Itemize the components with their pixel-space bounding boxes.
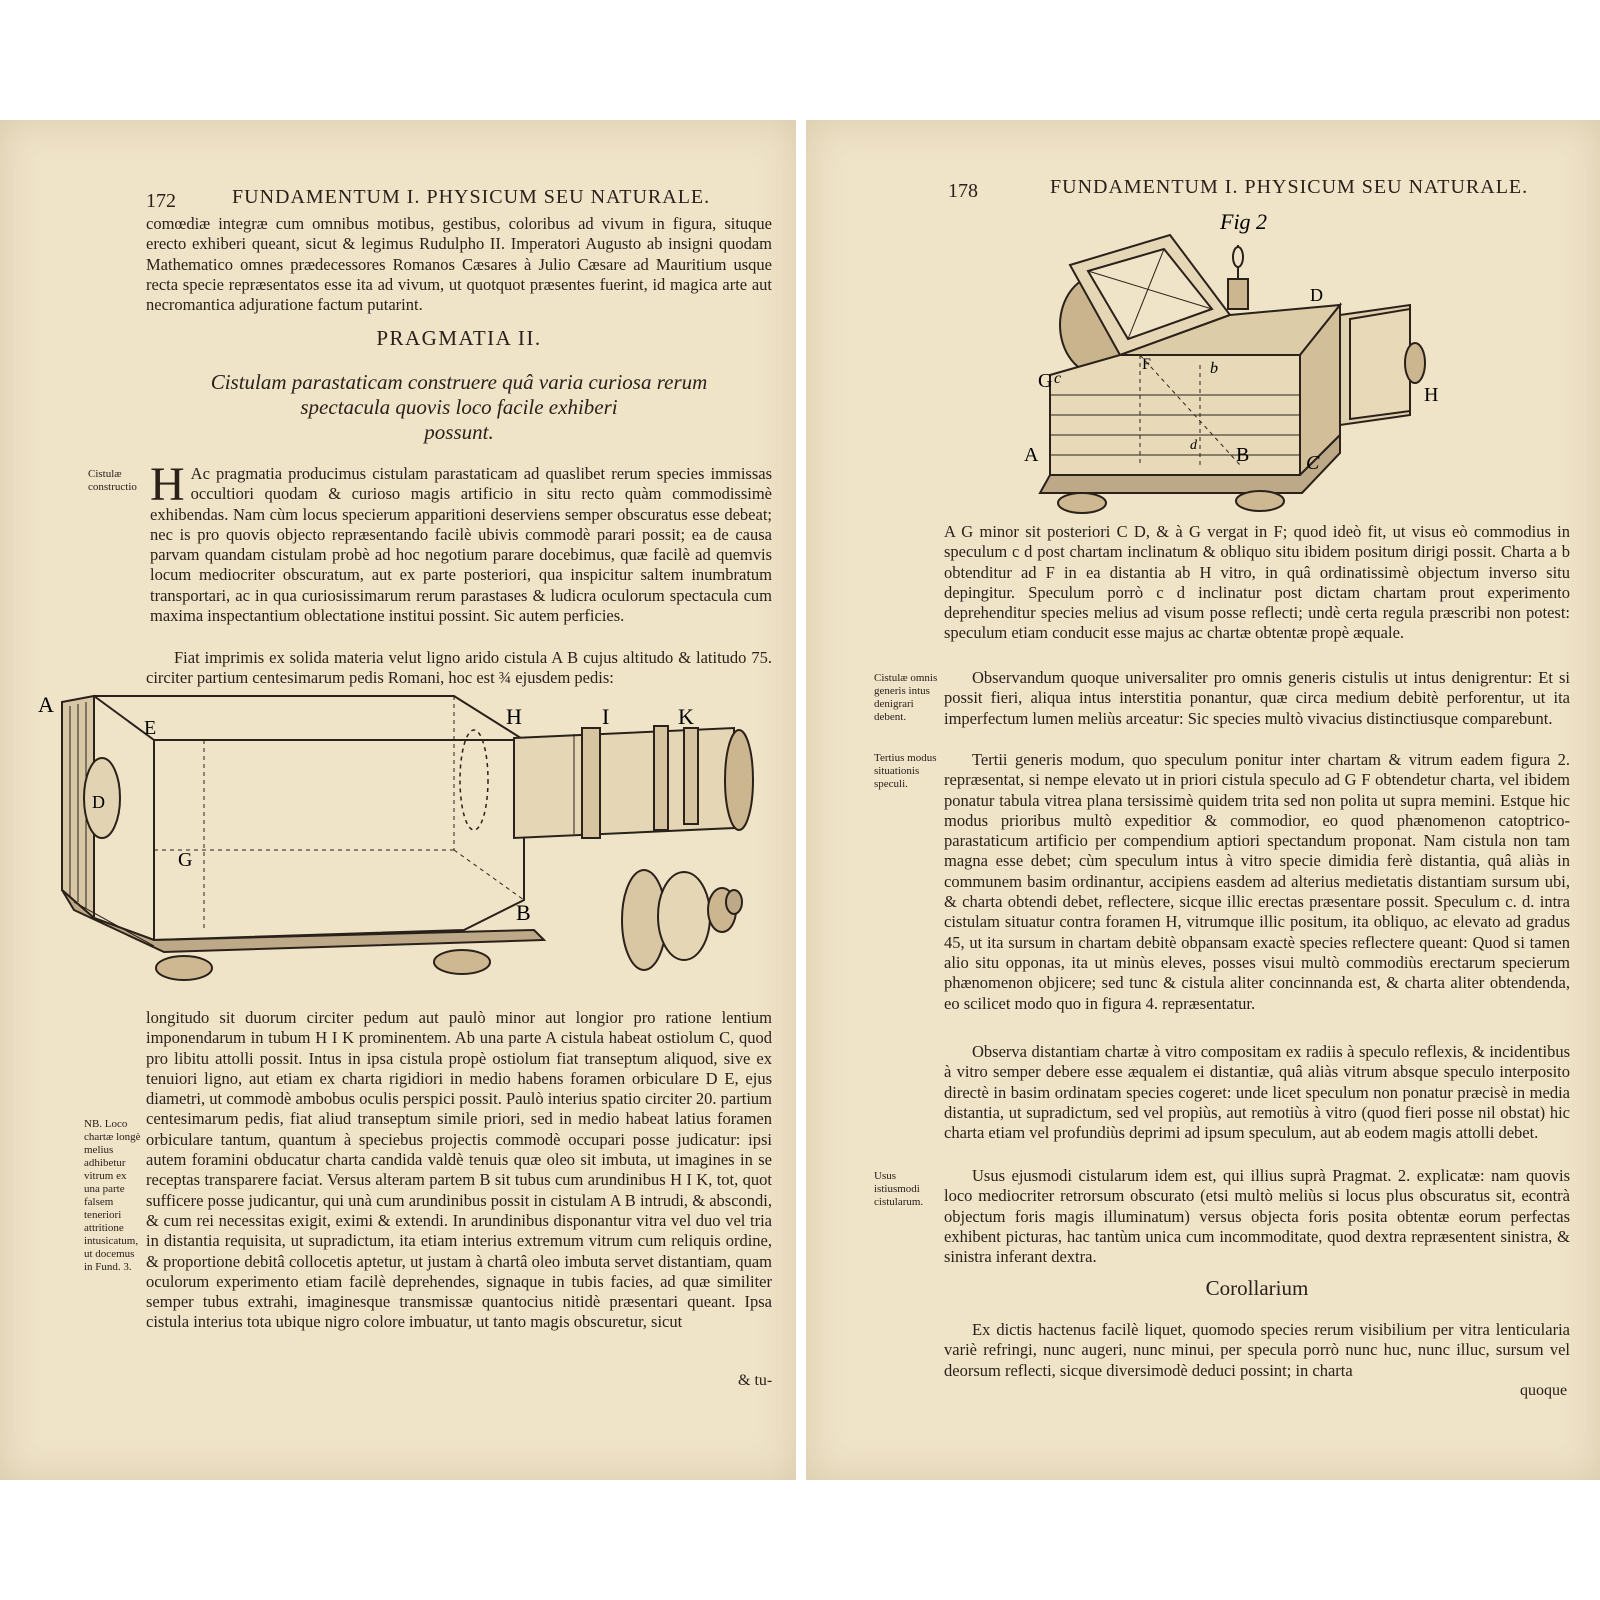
right-paragraph-2: Observandum quoque universaliter pro omnis generis cistulis ut intus denigrentur: Et si possit fieri, aliqua intus interstitia ponantur, quæ circa medium debitè perforentur, ut ita imperfectum lumen meliùs arceatur: Sic species multò vivacius distinctiusque comparebunt. (944, 668, 1570, 728)
corollarium-heading: Corollarium (1205, 1276, 1309, 1300)
section-title-line: spectacula quovis loco facile exhiberi (300, 395, 618, 419)
margin-note-nb: NB. Loco chartæ longè melius adhibetur vitrum ex una parte falsem teneriori attritione intusicatum, ut docemus in Fund. 3. (84, 1118, 141, 1273)
section-heading-pragmatia: PRAGMATIA II. (376, 326, 542, 350)
right-paragraph-3: Tertii generis modum, quo speculum ponitur inter chartam & vitrum eadem figura 2. repræsentat, si nempe elevato ut in priori cistula speculo ad G F obtendetur charta, vel ibidem ponatur tabula vitrea plana tersissimè quidem trita sed non polita ut supra memini. Estque hic modus prioribus multò expeditior & commodior, eo quod phænomenon catoptrico-parastaticum artificio per compendium aptiori spectandum proponat. Nam cistula non tam magna esse debet; cùm speculum intus à vitro specie dimidia ferè distantia, quâ aliàs in communem basim ordinantur, accipiens easdem ad alterius medietatis distantiam sursum ubi, & charta obtendi debet, reflectere, sicque illic erectas præsentare possit. Speculum c. d. intra cistulam situatur contra foramen H, vitrumque illic positum, ita obliquo, ac elevato ad gradus 45, ut ita sursum in chartam debitè obpansam exactè species reflectere queant: Quod si tamen alio situ opponas, ita ut minùs eleves, posses visui multò commodiùs erectarum specierum phænomenon objicere; sed tunc & cistula aliter concinnanda est, & charta aliter obtendenda, eo scilicet modo quo in figura 4. repræsentatur. (944, 750, 1570, 1013)
margin-note-usus: Usus istiusmodi cistularum. (874, 1170, 924, 1208)
left-paragraph-1 (150, 458, 772, 626)
figure-label-H: H (506, 704, 522, 729)
right-paragraph-1: A G minor sit posteriori C D, & à G vergat in F; quod ideò fit, ut visus eò commodius in speculum c d post chartam inclinatum & obliquo situ ibidem positum dirigi possit. Charta a b obtenditur ad F in ea distantia ab H vitro, in quâ ordinatissimè objectum inverso situ depingitur. Speculum porrò c d inclinatur post dictam chartam prout experimento deprehenditur species melius ad visum posse reflecti; undè certa regula præscribi non potest: speculum etiam conducit esse majus ac chartæ obtentæ propè æquale. (944, 522, 1570, 643)
figure-2-label-G: G (1038, 370, 1053, 392)
cistula-figure-2 (1024, 205, 1480, 515)
left-page-number: 172 (146, 190, 176, 212)
figure-2-label-D: D (1310, 285, 1323, 305)
right-running-head: FUNDAMENTUM I. PHYSICUM SEU NATURALE. (1050, 176, 1529, 198)
margin-note-tertius-modus: Tertius modus situationis speculi. (874, 752, 937, 790)
dropcap-letter: H (150, 458, 185, 511)
section-title-line: possunt. (424, 420, 494, 444)
figure-2-label-C: C (1306, 452, 1320, 474)
figure-label-E: E (144, 717, 157, 739)
figure-label-D: D (92, 792, 105, 812)
left-paragraph-2: Fiat imprimis ex solida materia velut ligno arido cistula A B cujus altitudo & latitudo 75. circiter partium centesimarum pedis Romani, hoc est ¾ ejusdem pedis: (146, 648, 772, 688)
margin-note-denigrari: Cistulæ omnis generis intus denigrari debent. (874, 672, 938, 723)
figure-label-G: G (178, 849, 193, 871)
right-catchword: quoque (1520, 1382, 1568, 1399)
figure-2-label-b: b (1210, 360, 1218, 377)
figure-2-label-c: c (1054, 370, 1062, 387)
left-catchword: & tu- (738, 1372, 773, 1389)
margin-note-constructio: Cistulæ constructio (88, 468, 137, 493)
figure-2-label-F: F (1142, 356, 1151, 373)
right-paragraph-6: Ex dictis hactenus facilè liquet, quomodo species rerum visibilium per vitra lenticularia variè refringi, nunc augeri, nunc minui, per specula porrò nunc huc, nunc illuc, sursum vel deorsum reflecti, sicque diversimodè deduci possint; in charta (944, 1320, 1570, 1380)
figure-caption: Fig 2 (1220, 209, 1268, 234)
figure-label-B: B (516, 900, 531, 925)
figure-2-label-H: H (1424, 384, 1439, 406)
section-title-line: Cistulam parastaticam construere quâ varia curiosa rerum (210, 370, 708, 394)
left-intro-paragraph: comœdiæ integræ cum omnibus motibus, gestibus, coloribus ad vivum in figura, situque erecto exhiberi queant, sicut & legimus Rudulpho II. Imperatori Augusto ab insigni quodam Mathematico omnes prædecessores Romanos Cæsares à Julio Cæsare ad Mauritium usque recta specie repræsentatos esse ita ad vivum, ut quotquot præsentes fuerint, id magica arte aut necromantica adjuratione factum putarint. (146, 214, 772, 315)
right-page-number: 178 (948, 180, 978, 202)
right-paragraph-5: Usus ejusmodi cistularum idem est, qui illius suprà Pragmat. 2. explicatæ: nam quovis loco mediocriter retrorsum obscurato (etsi multò meliùs si locus plus obscuratus sit, econtrà objectum foris magis illuminatum) versus objecta foris posita obtentæ eorum perfectas exhibent picturas, hac tantùm unica cum incommoditate, quod dextra repræsentent sinistra, & sinistra inferant dextra. (944, 1166, 1570, 1267)
cistula-figure (34, 690, 774, 1000)
figure-2-label-d: d (1190, 438, 1197, 453)
book-gutter (796, 120, 806, 1480)
figure-label-K: K (678, 704, 694, 729)
figure-label-I: I (602, 704, 610, 729)
figure-2-label-A: A (1024, 444, 1039, 466)
right-paragraph-4: Observa distantiam chartæ à vitro compositam ex radiis à speculo reflexis, & incidentibus à vitro semper debere esse æqualem ei distantiæ, quâ aliàs vitrum absque speculo interposito directè in basim ordinatam species cogeret: unde licet speculum non ponatur præcisè in media distantia, ut supradictum, sed vel propiùs, aut remotiùs à vitro (quod fieri posse nil obstat) hic charta etiam vel profundiùs deprimi ad ipsum speculum, aut ab eodem magis attolli debet. (944, 1042, 1570, 1143)
section-title (146, 370, 772, 445)
left-paragraph-1-text: Ac pragmatia producimus cistulam parastaticam ad quaslibet rerum species immissas occultiori quodam & curioso magis artificio in situ recto quàm commodissimè exhibendas. Nam cùm locus specierum apparitioni deserviens semper obscuratus esse debeat; nec is pro quovis objecto repræsentando facilè ubivis commodè parari possit; ea de causa parvam quandam cistulam probè ad hoc negotium parare docebimus, quæ facilè ad quemvis locum mediocriter obscuratum, aut ex parte posteriori, qua inspicitur saltem inumbratum transportari, ac in qua curiosissimarum rerum parastases & ludicra oculorum spectacula cum maxima inspectantium oblectatione institui possint. Sic autem perficies. (150, 464, 772, 626)
left-paragraph-3: longitudo sit duorum circiter pedum aut paulò minor aut longior pro ratione lentium imponendarum in tubum H I K prominentem. Ab una parte A cistula habeat ostiolum C, quod pro libitu attolli possit. Intus in ipsa cistula propè ostiolum fiat transeptum aliquod, sive ex tenuiori ligno, aut etiam ex charta rigidiori in medio habens foramen orbiculare D E, ejus diametri, ut commodè ambobus oculis perspici possit. Paulò interius spatio circiter 20. partium centesimarum pedis, fiat aliud transeptum simile priori, sed in medio habeat latius foramen orbiculare tantum, quantum à speciebus projectis commodè occupari posse judicatur: ipsi autem foramini obducatur charta candida valdè tenuis quæ oleo sit imbuta, ut imagines in se receptas transparere faciat. Versus alteram partem B sit tubus cum arundinibus H I K, tot, quot sufficere posse judicantur, qui unà cum arundinibus possit in cistulam A B intrudi, & abscondi, & cum rei necessitas exigit, eximi & extendi. In arundinibus disponantur vitra vel duo vel tria in distantia requisita, ut supradictum, ita etiam interius extremum vitrum cum reliquis ordine, & proportione debitâ collocetis aptetur, ut justam à chartâ oleo imbuta servet distantiam, quam oculorum experimento etiam facilè deprehendes, signaque in tubis facies, ad quæ similiter semper tubus extrahi, imaginesque transmissæ quantocius nitidè præsentari queant. Ipsa cistula interius tota ubique nigro colore imbuatur, ut tanto magis obscuretur, sicut (146, 1008, 772, 1332)
figure-label-A: A (38, 692, 54, 717)
left-running-head: FUNDAMENTUM I. PHYSICUM SEU NATURALE. (232, 186, 711, 208)
figure-2-label-B: B (1236, 444, 1250, 466)
